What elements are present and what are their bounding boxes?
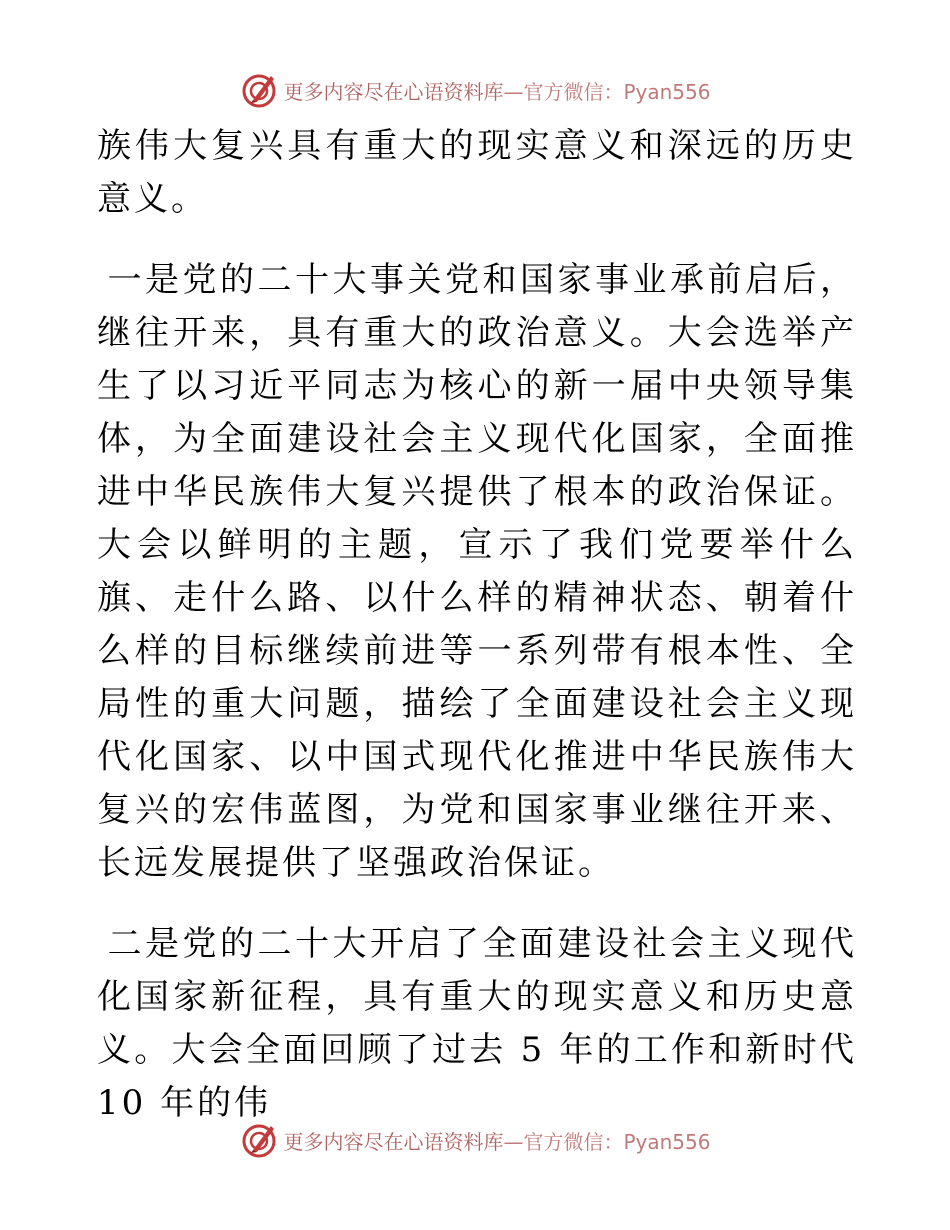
brand-logo-icon: [239, 1120, 279, 1160]
brand-logo-icon: [239, 70, 279, 110]
paragraph-1: 族伟大复兴具有重大的现实意义和深远的历史意义。: [97, 126, 857, 219]
banner-text: [283, 76, 710, 105]
footer-watermark-banner: [0, 1118, 950, 1162]
header-watermark-banner: [0, 68, 950, 112]
document-body: [97, 120, 857, 1130]
banner-lead-text: 更多内容尽在心语资料库: [283, 79, 504, 104]
banner-tail-text: —官方微信：Pyan556: [503, 1129, 711, 1154]
banner-tail-text: —官方微信：Pyan556: [503, 79, 711, 104]
paragraph-3: [97, 918, 857, 1130]
paragraph-2-text: 一是党的二十大事关党和国家事业承前启后，继往开来，具有重大的政治意义。大会选举产生了以习近平同志为核心的新一届中央领导集体，为全面建设社会主义现代化国家，全面推进中华民族伟大复兴提供了根本的政治保证。大会以鲜明的主题，宣示了我们党要举什么旗、走什么路、以什么样的精神状态、朝着什么样的目标继续前进等一系列带有根本性、全局性的重大问题，描绘了全面建设社会主义现代化国家、以中国式现代化推进中华民族伟大复兴的宏伟蓝图，为党和国家事业继往开来、长远发展提供了坚强政治保证。: [97, 260, 857, 883]
paragraph-3-text: 二是党的二十大开启了全面建设社会主义现代化国家新征程，具有重大的现实意义和历史意义。大会全面回顾了过去 5 年的工作和新时代 10 年的伟: [97, 924, 857, 1123]
paragraph-2: [97, 254, 857, 890]
banner-lead-text: 更多内容尽在心语资料库: [283, 1129, 504, 1154]
banner-text: [283, 1126, 710, 1155]
